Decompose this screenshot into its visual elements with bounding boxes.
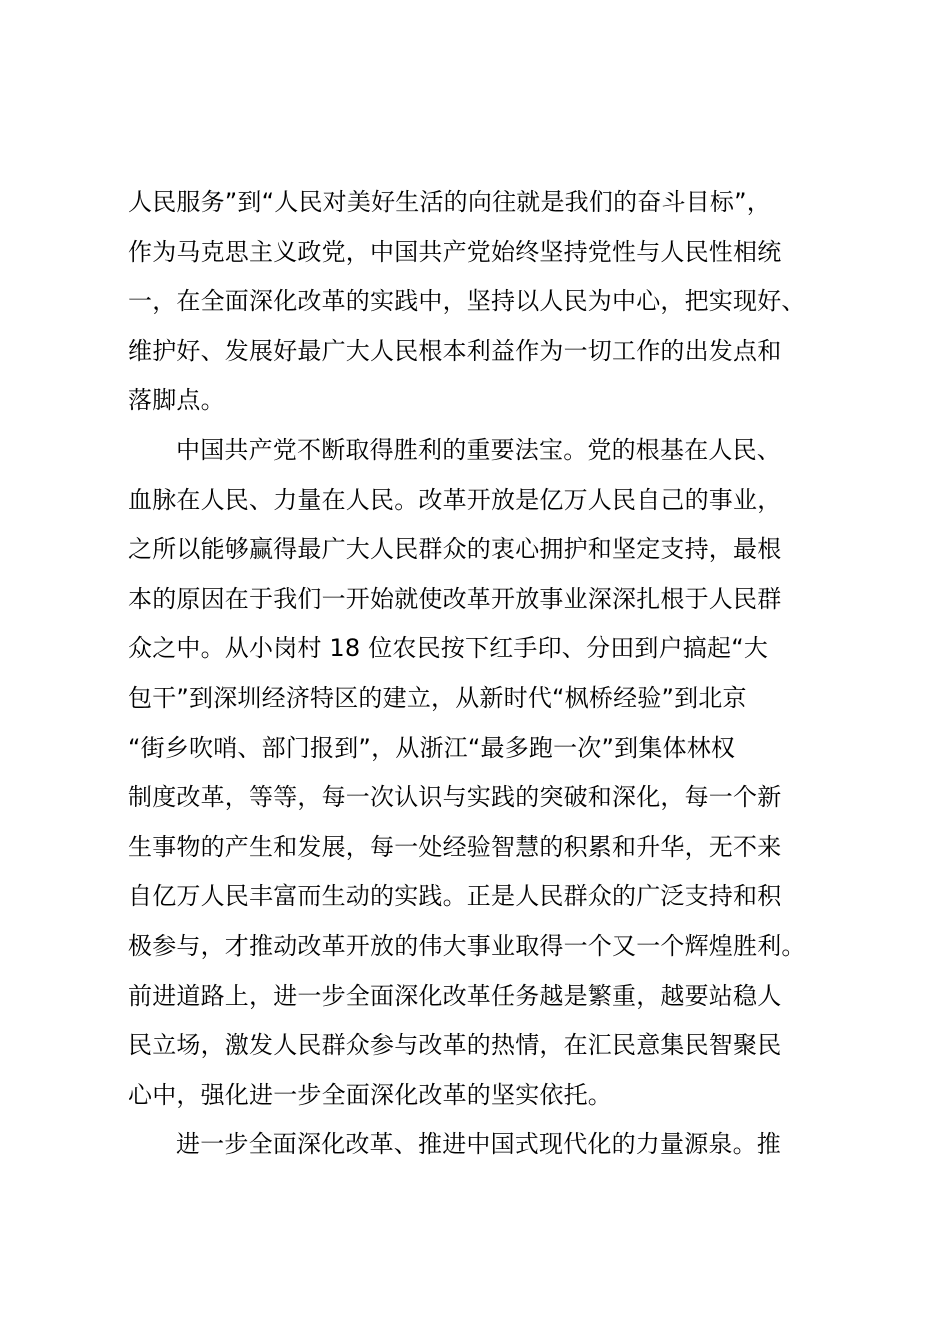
text-line: 众之中。从小岗村 18 位农民按下红手印、分田到户搞起“大 [128, 634, 769, 663]
text-line: 极参与，才推动改革开放的伟大事业取得一个又一个辉煌胜利。 [128, 931, 806, 960]
text-line: 一，在全面深化改革的实践中，坚持以人民为中心，把实现好、 [128, 287, 806, 316]
paragraph-start-line: 中国共产党不断取得胜利的重要法宝。党的根基在人民、 [176, 435, 781, 464]
text-line: “街乡吹哨、部门报到”，从浙江“最多跑一次”到集体林权 [128, 733, 736, 762]
text-line: 血脉在人民、力量在人民。改革开放是亿万人民自己的事业， [128, 485, 782, 514]
text-line: 本的原因在于我们一开始就使改革开放事业深深扎根于人民群 [128, 584, 782, 613]
body-text [128, 178, 848, 1170]
text-line: 人民服务”到“人民对美好生活的向往就是我们的奋斗目标”， [128, 188, 771, 216]
text-line: 前进道路上，进一步全面深化改革任务越是繁重，越要站稳人 [128, 981, 782, 1010]
text-line: 维护好、发展好最广大人民根本利益作为一切工作的出发点和 [128, 336, 782, 365]
text-line: 生事物的产生和发展，每一处经验智慧的积累和升华，无不来 [128, 832, 782, 861]
text-line: 包干”到深圳经济特区的建立，从新时代“枫桥经验”到北京 [128, 683, 747, 712]
text-line: 自亿万人民丰富而生动的实践。正是人民群众的广泛支持和积 [128, 882, 782, 911]
text-line: 作为马克思主义政党，中国共产党始终坚持党性与人民性相统 [128, 237, 782, 266]
text-line: 之所以能够赢得最广大人民群众的衷心拥护和坚定支持，最根 [128, 535, 782, 564]
text-line: 落脚点。 [128, 386, 225, 415]
paragraph-start-line: 进一步全面深化改革、推进中国式现代化的力量源泉。推 [176, 1130, 781, 1159]
text-line: 心中，强化进一步全面深化改革的坚实依托。 [128, 1080, 612, 1109]
text-line: 民立场，激发人民群众参与改革的热情，在汇民意集民智聚民 [128, 1031, 782, 1060]
text-line: 制度改革，等等，每一次认识与实践的突破和深化，每一个新 [128, 783, 782, 812]
